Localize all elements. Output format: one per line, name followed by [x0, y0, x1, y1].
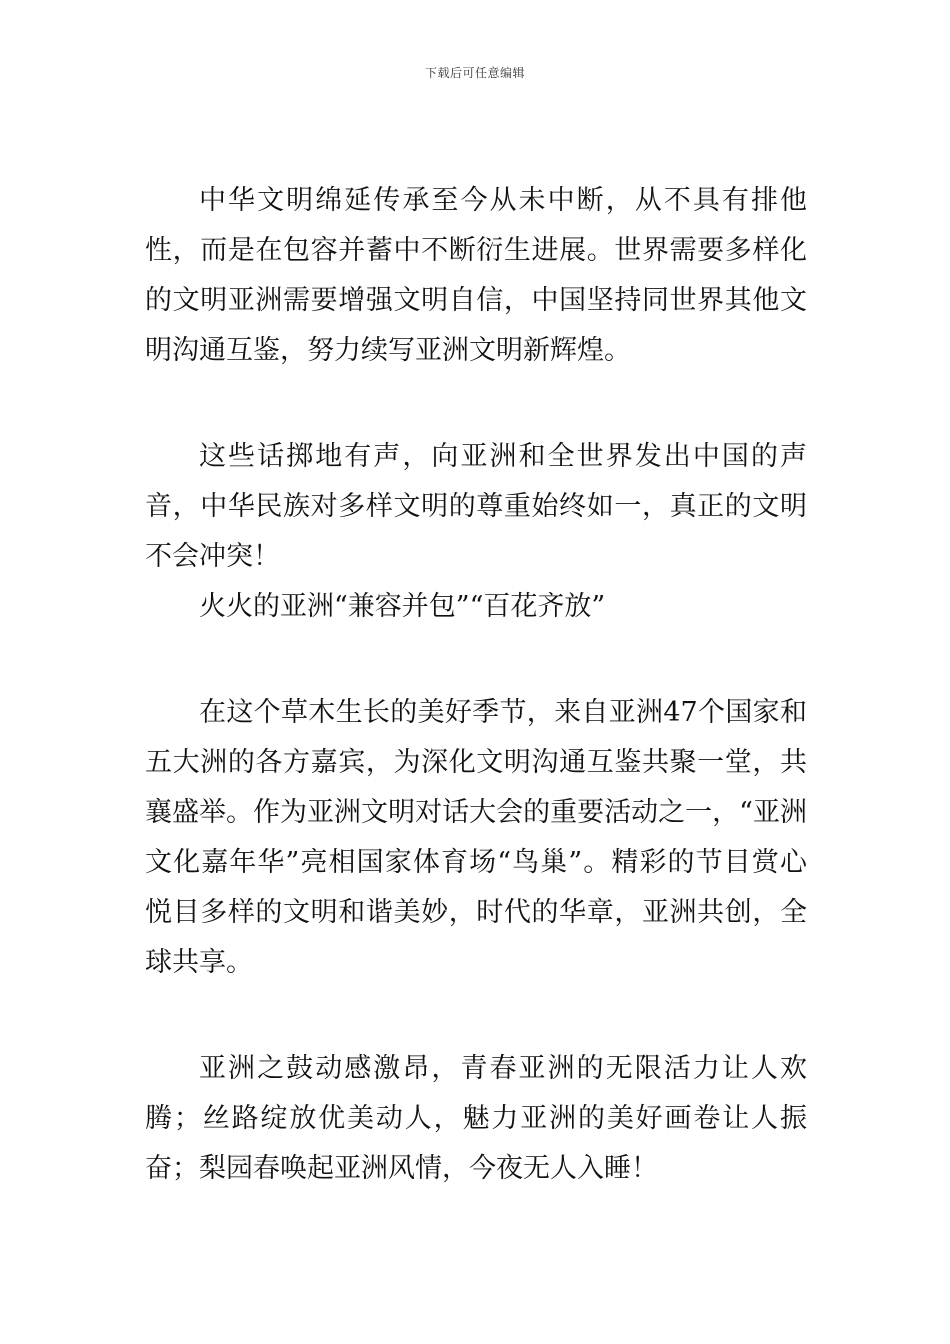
section-heading: 火火的亚洲“兼容并包”“百花齐放”: [199, 591, 606, 622]
paragraph-3: 在这个草木生长的美好季节，来自亚洲47个国家和五大洲的各方嘉宾，为深化文明沟通互鉴共聚一堂，共襄盛举。作为亚洲文明对话大会的重要活动之一，“亚洲文化嘉年华”亮相国家体育场“鸟巢”。精彩的节目赏心悦目多样的文明和谐美妙，时代的华章，亚洲共创，全球共享。: [145, 697, 807, 978]
paragraph-2: 这些话掷地有声，向亚洲和全世界发出中国的声音，中华民族对多样文明的尊重始终如一，真正的文明不会冲突！: [145, 441, 807, 572]
document-body: [145, 176, 807, 1194]
paragraph-4: 亚洲之鼓动感激昂，青春亚洲的无限活力让人欢腾；丝路绽放优美动人，魅力亚洲的美好画卷让人振奋；梨园春唤起亚洲风情，今夜无人入睡！: [145, 1053, 807, 1184]
page-header: 下载后可任意编辑: [424, 66, 525, 80]
paragraph-1: 中华文明绵延传承至今从未中断，从不具有排他性，而是在包容并蓄中不断衍生进展。世界需要多样化的文明亚洲需要增强文明自信，中国坚持同世界其他文明沟通互鉴，努力续写亚洲文明新辉煌。: [145, 185, 807, 366]
